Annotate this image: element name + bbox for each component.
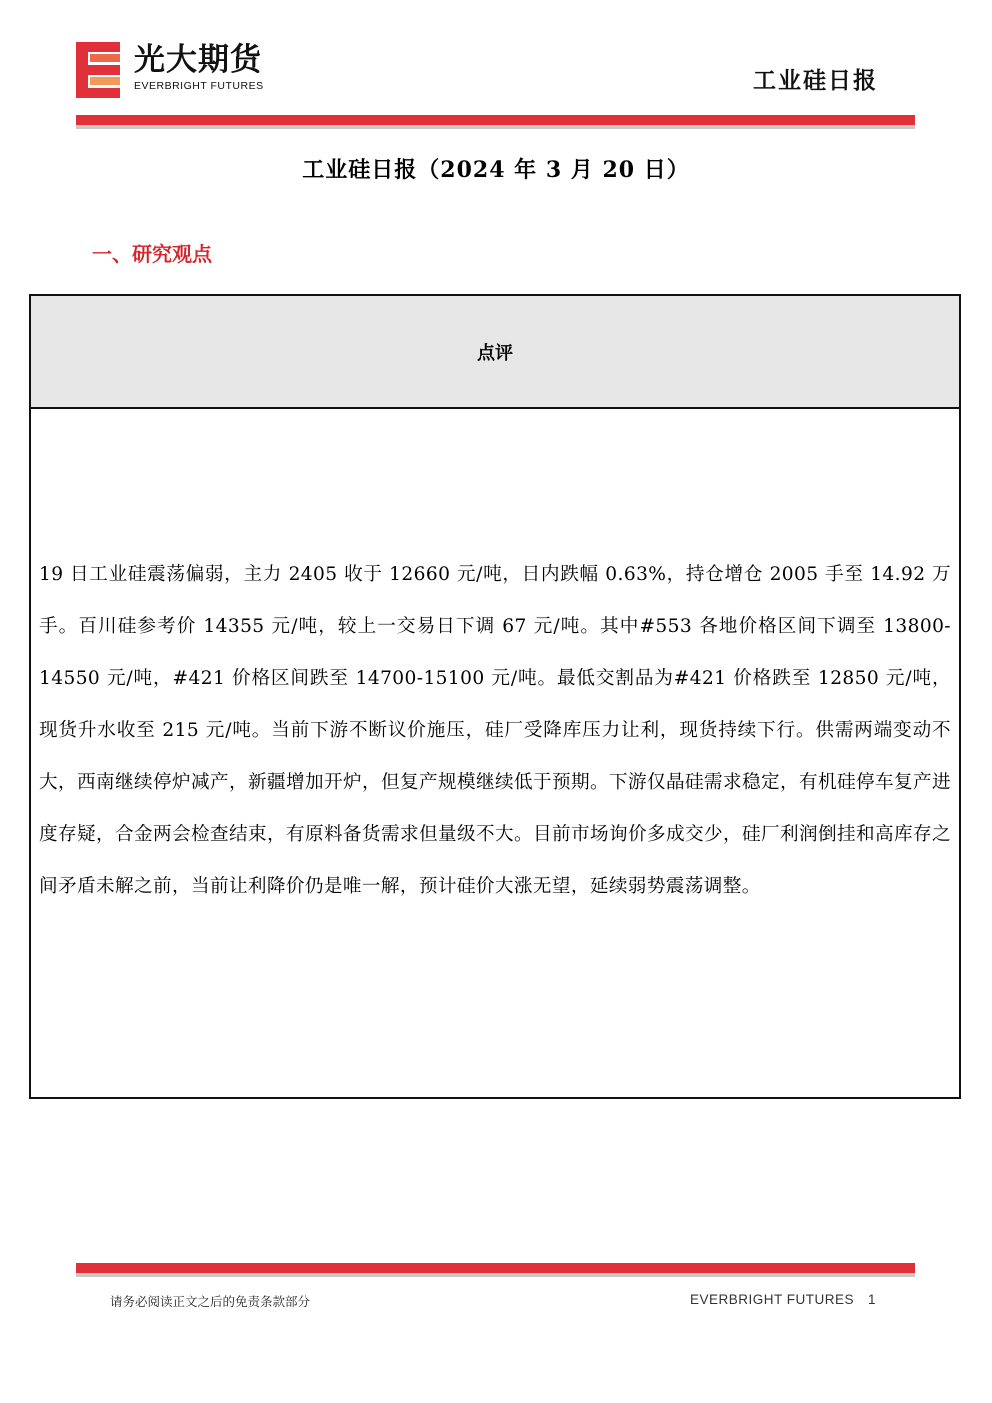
footer-company: EVERBRIGHT FUTURES bbox=[689, 1292, 854, 1307]
commentary-table-header bbox=[31, 296, 959, 409]
commentary-table bbox=[29, 294, 961, 1099]
page-title: 工业硅日报（2024 年 3 月 20 日） bbox=[302, 157, 690, 183]
table-header-label: 点评 bbox=[477, 342, 513, 364]
everbright-logo-icon bbox=[76, 42, 120, 98]
footer-brand bbox=[690, 1292, 876, 1307]
logo-chinese-name: 光大期货 bbox=[134, 42, 262, 78]
report-name: 工业硅日报 bbox=[753, 67, 878, 94]
page-number: 1 bbox=[867, 1292, 876, 1307]
header-divider bbox=[76, 115, 915, 125]
section-heading: 一、研究观点 bbox=[92, 242, 212, 266]
footer-divider bbox=[76, 1263, 915, 1273]
commentary-text: 19 日工业硅震荡偏弱，主力 2405 收于 12660 元/吨，日内跌幅 0.63%，持仓增仓 2005 手至 14.92 万手。百川硅参考价 14355 元/吨，较上一交易日下调 67 元/吨。其中#553 各地价格区间下调至 13800-14550 元/吨，#421 价格区间跌至 14700-15100 元/吨。最低交割品为#421 价格跌至 12850 元/吨，现货升水收至 215 元/吨。当前下游不断议价施压，硅厂受降库压力让利，现货持续下行。供需两端变动不大，西南继续停炉减产，新疆增加开炉，但复产规模继续低于预期。下游仅晶硅需求稳定，有机硅停车复产进度存疑，合金两会检查结束，有原料备货需求但量级不大。目前市场询价多成交少，硅厂利润倒挂和高库存之间矛盾未解之前，当前让利降价仍是唯一解，预计硅价大涨无望，延续弱势震荡调整。 bbox=[39, 564, 951, 897]
logo-english-name: EVERBRIGHT FUTURES bbox=[134, 80, 264, 92]
footer-disclaimer: 请务必阅读正文之后的免责条款部分 bbox=[110, 1294, 311, 1309]
company-logo bbox=[76, 40, 306, 100]
